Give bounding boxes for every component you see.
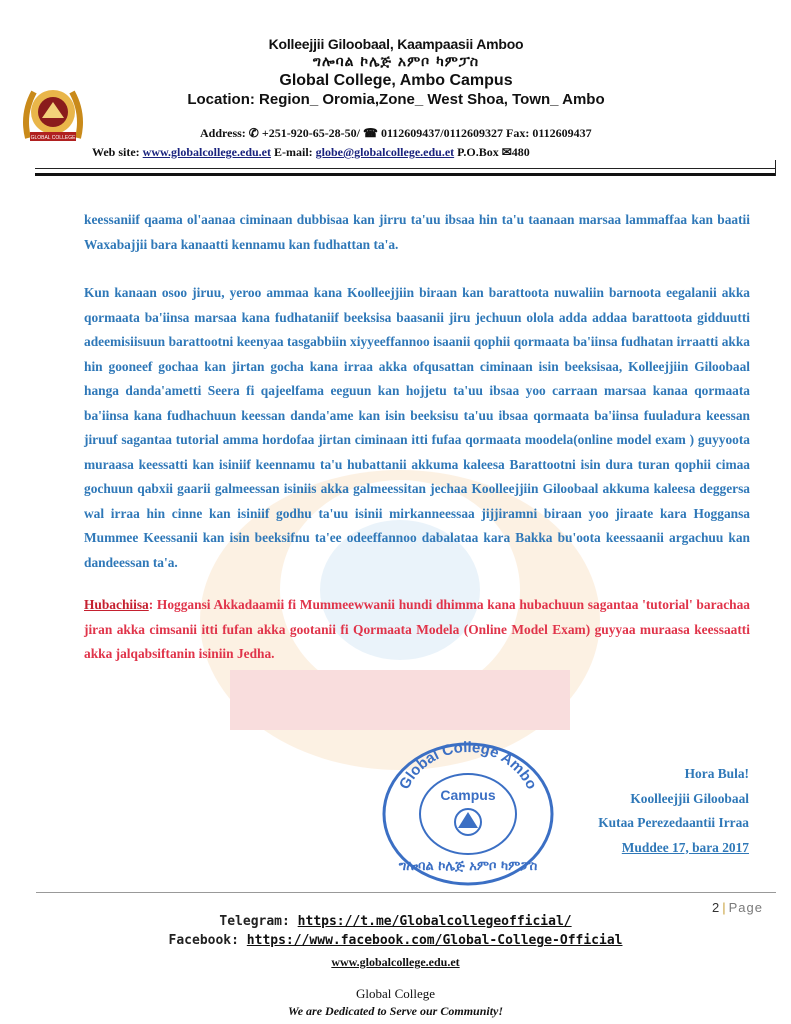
page-number-word: Page (728, 900, 763, 915)
letter-body (84, 208, 750, 667)
footer-divider (36, 892, 776, 893)
telegram-link[interactable]: https://t.me/Globalcollegeofficial/ (297, 914, 572, 929)
svg-text:Global College Ambo (396, 739, 540, 792)
telephone-icon: ☎ (363, 126, 378, 140)
footer-website-link[interactable]: www.globalcollege.edu.et (331, 955, 460, 969)
page-number-value: 2 (712, 900, 720, 915)
college-name-english: Global College, Ambo Campus (279, 72, 513, 89)
footer-college-name: Global College (355, 986, 436, 1001)
address-label: Address: (200, 126, 246, 140)
address-line (200, 126, 592, 141)
telephone-number: 0112609437/0112609327 (380, 126, 503, 140)
mobile-phone-icon: ✆ (248, 126, 259, 140)
logo-text: GLOBAL COLLEGE (30, 135, 76, 141)
header-divider-thick (35, 173, 775, 176)
facebook-link[interactable]: https://www.facebook.com/Global-College-Official (246, 933, 623, 948)
stamp-campus-text: Campus (440, 787, 496, 803)
letterhead (96, 36, 696, 110)
telegram-label: Telegram: (219, 914, 290, 929)
footer-facebook (0, 933, 791, 948)
signature-office: Kutaa Perezedaantii Irraa (598, 815, 749, 830)
college-name-oromo: Kolleejjii Giloobaal, Kaampaasii Amboo (268, 36, 524, 52)
footer-slogan: We are Dedicated to Serve our Community! (287, 1004, 504, 1018)
signature-block (598, 762, 749, 860)
body-paragraph-2: Kun kanaan osoo jiruu, yeroo ammaa kana Koolleejjiin biraan kan barattoota nuwaliin barnoota eegalanii akka qormaata ba'iinsa marsaa kana fudhataniif beeksisa baasanii jiru jechuun olola adda addaa barattoota gidduutti adeemisiisuun barattootni keenyaa tasgabbiin xiyyeeffannoo isaanii qophii qormaata ba'iinsa fudhatan irraatti akka hin gooneef gochaa kan jirtan gocha kana irraa akka ofqusattan ciminaan isin beeksisaa, Kolleejjiin Giloobaal hanga danda'ametti Seera fi qajeelfama eeguun kan hojjetu ta'uu ibsaa yoo carraan marsaa kanaa qormaata ba'iinsa kana fudhachuun keessan danda'ame kan isin beeksisu ta'uu ibsaa qormaata ba'iinsa fuuladura keessan jiruuf sagantaa tutorial amma hordofaa jirtan ciminaan itti fufaa qormaata moodela(online model exam ) guyyoota muraasa keessatti kan isiniif keennamu ta'u hubattanii akkuma kaleesa Barattootni isin dura turan qophii cimaa gochuun qabxii gaarii galmeessan isiniis akka galmeessitan jechaa Koolleejjiin Giloobaal akkuma kaleesa deggersa wal irraa hin cinne kan isiniif godhu ta'uu isinii mirkanneessaa jijjiramni biraan yoo jiraate kara Hoggansa Mummee Keessanii kan isin beeksifnu ta'ee odeeffannoo dabalataa kara Bakka bu'oota keessaanii argachuu kan dandeessan ta'a. (84, 285, 750, 570)
page-number (712, 900, 763, 915)
college-logo (20, 78, 86, 150)
header-divider-end (775, 160, 776, 176)
footer-website (0, 953, 791, 971)
stamp-ring-text: Global College Ambo (395, 738, 541, 793)
envelope-icon: ✉ (501, 145, 512, 159)
signature-greeting: Hora Bula! (684, 766, 749, 781)
pobox-label: P.O.Box (457, 145, 499, 159)
web-line (92, 145, 530, 160)
location-line: Location: Region_ Oromia,Zone_ West Shoa, Town_ Ambo (187, 91, 605, 108)
website-label: Web site: (92, 145, 140, 159)
phone-number: +251-920-65-28-50/ (261, 126, 361, 140)
body-paragraph-1: keessaniif qaama ol'aanaa ciminaan dubbisaa kan jirru ta'uu ibsaa hin ta'u taanaan marsaa lammaffaa kan baatii Waxabajjii bara kanaatti kennamu kan fudhattan ta'a. (84, 212, 750, 252)
signature-date: Muddee 17, bara 2017 (621, 839, 749, 855)
header-divider-thin (35, 168, 775, 169)
notice-label: Hubachiisa (84, 597, 149, 612)
pobox-number: 480 (511, 145, 530, 159)
signature-organization: Koolleejjii Giloobaal (630, 790, 749, 806)
page-number-separator: | (722, 900, 726, 915)
notice-text: : Hoggansi Akkadaamii fi Mummeewwanii hundi dhimma kana hubachuun sagantaa 'tutorial' barachaa jiran akka cimsanii itti fufan akka gootanii fi Qormaata Modela (Online Model Exam) guyyaa muraasa keessaatti akka jalqabsiftanin isiniin Jedha. (84, 597, 750, 661)
official-stamp (380, 738, 556, 886)
college-name-amharic: ግሎባል ኮሌጅ አምቦ ካምፓስ (312, 53, 480, 70)
email-link[interactable]: globe@globalcollege.edu.et (315, 145, 455, 159)
fax-number: 0112609437 (532, 126, 592, 140)
fax-label: Fax: (505, 126, 530, 140)
footer-telegram (0, 914, 791, 929)
website-link[interactable]: www.globalcollege.edu.et (142, 145, 271, 159)
email-label: E-mail: (274, 145, 313, 159)
notice-paragraph (84, 593, 750, 667)
stamp-amharic-text: ግሎባል ኮሌጅ አምቦ ካምፓስ (398, 859, 538, 874)
facebook-label: Facebook: (168, 933, 239, 948)
